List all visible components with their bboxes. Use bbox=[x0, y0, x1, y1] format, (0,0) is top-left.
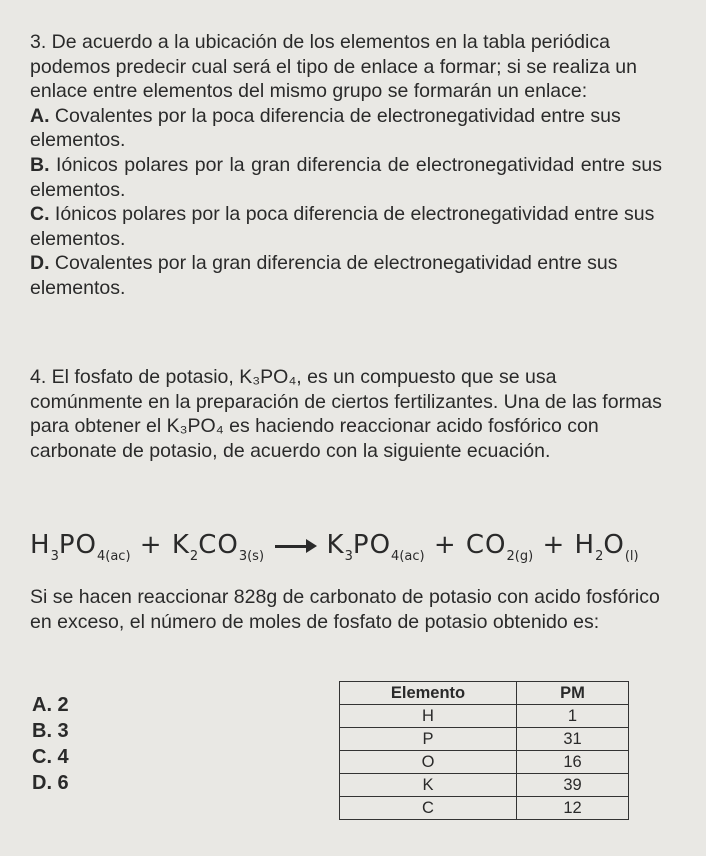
option-a-letter: A. bbox=[30, 104, 50, 127]
eq-p3-sub2: (l) bbox=[624, 549, 639, 564]
option-c bbox=[30, 202, 662, 251]
table-row bbox=[340, 774, 629, 797]
question-3-stem: 3. De acuerdo a la ubicación de los elementos en la tabla periódica podemos predecir cual será el tipo de enlace a formar; si se realiza un enlace entre elementos del mismo grupo se formarán un enlace: bbox=[30, 31, 637, 103]
answer-option: A. 2 bbox=[32, 694, 69, 716]
table-header-row bbox=[340, 682, 629, 705]
eq-p2-sub: 2(g) bbox=[506, 549, 534, 564]
option-a bbox=[30, 104, 662, 153]
option-a-text: Covalentes por la poca diferencia de electronegatividad entre sus elementos. bbox=[30, 104, 621, 152]
cell-pm: 1 bbox=[517, 705, 629, 728]
eq-r1-sub2: 4(ac) bbox=[97, 549, 131, 564]
molar-mass-table bbox=[339, 681, 629, 820]
answer-option: D. 6 bbox=[32, 772, 69, 794]
eq-p1-b: PO bbox=[352, 530, 392, 560]
eq-p1: K bbox=[326, 530, 345, 560]
eq-r2: K bbox=[171, 530, 190, 560]
answer-option: B. 3 bbox=[32, 720, 69, 742]
eq-plus: + bbox=[542, 530, 566, 560]
option-b-letter: B. bbox=[30, 153, 50, 176]
question-4-prompt bbox=[30, 585, 670, 634]
eq-p3: H bbox=[574, 530, 596, 560]
chemical-equation bbox=[30, 530, 680, 580]
question-4-intro bbox=[30, 365, 662, 463]
cell-element: O bbox=[340, 751, 517, 774]
cell-pm: 31 bbox=[517, 728, 629, 751]
eq-r2-sub1: 2 bbox=[189, 549, 199, 564]
option-c-text: Iónicos polares por la poca diferencia de electronegatividad entre sus elementos. bbox=[30, 203, 655, 250]
cell-pm: 39 bbox=[517, 774, 629, 797]
header-element: Elemento bbox=[340, 682, 517, 705]
cell-element: H bbox=[340, 705, 517, 728]
cell-element: K bbox=[340, 774, 517, 797]
table-row bbox=[340, 751, 629, 774]
eq-p3-b: O bbox=[603, 530, 625, 560]
header-pm: PM bbox=[517, 682, 629, 705]
question-3 bbox=[30, 30, 662, 301]
option-d bbox=[30, 251, 662, 300]
eq-r2-b: CO bbox=[198, 530, 239, 560]
option-b-text: Iónicos polares por la gran diferencia de electronegatividad entre sus elementos. bbox=[30, 153, 663, 201]
eq-r1: H bbox=[30, 530, 51, 560]
option-d-text: Covalentes por la gran diferencia de electronegatividad entre sus elementos. bbox=[30, 252, 618, 299]
eq-p1-sub1: 3 bbox=[344, 549, 353, 564]
eq-r1-sub1: 3 bbox=[50, 549, 59, 564]
table-row bbox=[340, 728, 629, 751]
cell-element: C bbox=[340, 797, 517, 820]
cell-pm: 12 bbox=[517, 797, 629, 820]
question-4-prompt-text: Si se hacen reaccionar 828g de carbonato de potasio con acido fosfórico en exceso, el número de moles de fosfato de potasio obtenido es: bbox=[30, 586, 660, 633]
option-b bbox=[30, 153, 662, 202]
answer-list bbox=[32, 692, 69, 796]
cell-pm: 16 bbox=[517, 751, 629, 774]
reaction-arrow-icon bbox=[273, 536, 317, 556]
option-c-letter: C. bbox=[30, 203, 50, 226]
eq-p2: CO bbox=[465, 530, 507, 560]
table-row bbox=[340, 705, 629, 728]
question-4-intro-text: 4. El fosfato de potasio, K₃PO₄, es un compuesto que se usa comúnmente en la preparación de ciertos fertilizantes. Una de las formas para obtener el K₃PO₄ es haciendo reaccionar acido fosfórico con carbonate de potasio, de acuerdo con la siguiente ecuación. bbox=[30, 366, 662, 462]
eq-plus: + bbox=[139, 530, 163, 560]
eq-r2-sub2: 3(s) bbox=[238, 549, 265, 564]
table-row bbox=[340, 797, 629, 820]
cell-element: P bbox=[340, 728, 517, 751]
option-d-letter: D. bbox=[30, 252, 50, 275]
eq-p1-sub2: 4(ac) bbox=[391, 549, 425, 564]
eq-r1-b: PO bbox=[58, 530, 97, 560]
eq-p3-sub1: 2 bbox=[595, 549, 604, 564]
answer-option: C. 4 bbox=[32, 746, 69, 768]
eq-plus: + bbox=[433, 530, 457, 560]
